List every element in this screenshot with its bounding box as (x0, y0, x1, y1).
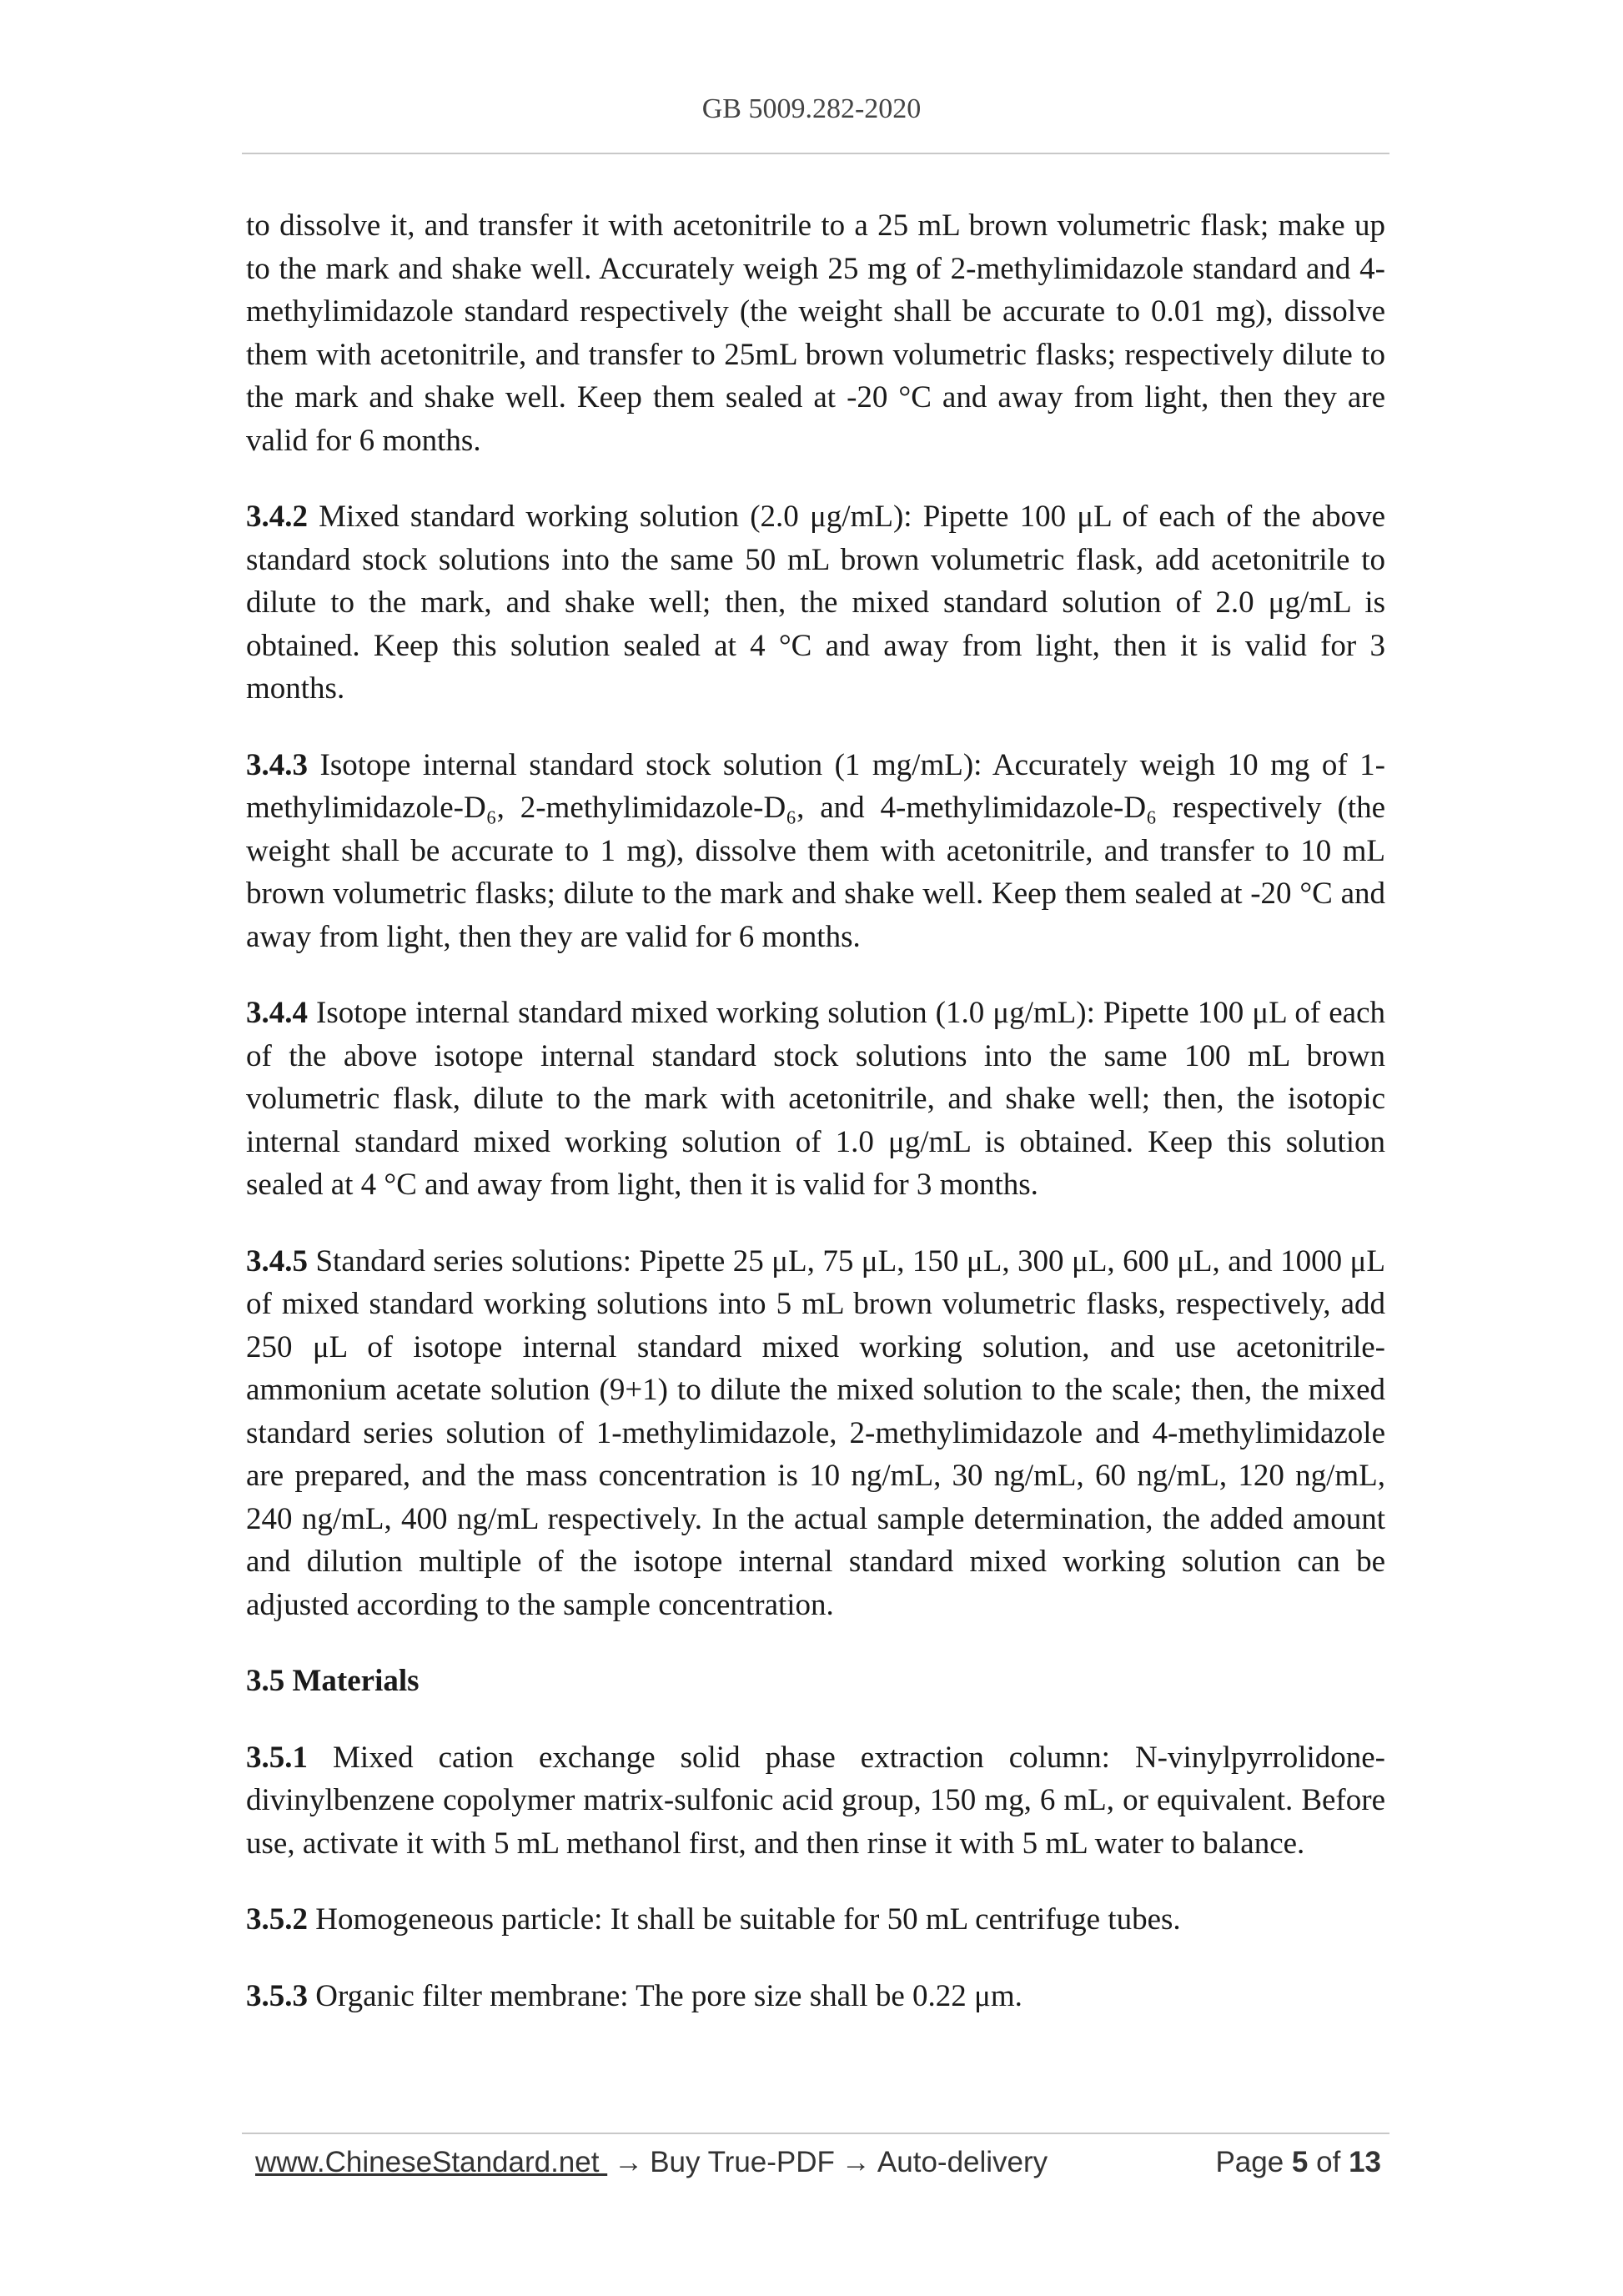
clause-3-4-2 (246, 495, 1385, 711)
paragraph-continued (246, 204, 1385, 462)
clause-number: 3.4.5 (246, 1243, 308, 1279)
clause-text: Standard series solutions: Pipette 25 μL, 75 μL, 150 μL, 300 μL, 600 μL, and 1000 μL of mixed standard working solutions into 5 mL brown volumetric flasks, respectively, add 250 μL of isotope internal standard mixed working solution, and use acetonitrile- ammonium acetate solution (9+1) to dilute the mixed solution to the scale; then, the mixed standard series solution of 1-methylimidazole, 2-methylimidazole and 4-methylimidazole are prepared, and the mass concentration is 10 ng/mL, 30 ng/mL, 60 ng/mL, 120 ng/mL, 240 ng/mL, 400 ng/mL respectively. In the actual sample determination, the added amount and dilution multiple of the isotope internal standard mixed working solution can be adjusted according to the sample concentration. (246, 1243, 1385, 1622)
clause-text: Homogeneous particle: It shall be suitable for 50 mL centrifuge tubes. (308, 1902, 1181, 1937)
website-link[interactable]: www.ChineseStandard.net (255, 2146, 608, 2178)
clause-3-4-4 (246, 992, 1385, 1207)
clause-text: Mixed cation exchange solid phase extraction column: N-vinylpyrrolidone-divinylbenzene copolymer matrix-sulfonic acid group, 150 mg, 6 mL, or equivalent. Before use, activate it with 5 mL methanol first, and then rinse it with 5 mL water to balance. (246, 1740, 1385, 1861)
clause-number: 3.4.3 (246, 747, 308, 782)
clause-3-4-5 (246, 1240, 1385, 1627)
document-header-title: GB 5009.282-2020 (701, 93, 922, 124)
clause-3-5-1 (246, 1736, 1385, 1866)
footer-links (255, 2146, 1048, 2179)
clause-number: 3.5.3 (246, 1978, 308, 2013)
clause-number: 3.4.4 (246, 996, 308, 1030)
arrow-right-icon: → (841, 2146, 871, 2178)
page-label: Page (1215, 2146, 1284, 2178)
section-heading-materials: 3.5 Materials (246, 1664, 420, 1698)
paragraph-text: to dissolve it, and transfer it with acetonitrile to a 25 mL brown volumetric flask; make up to the mark and shake well. Accurately weigh 25 mg of 2-methylimidazole standard and 4-methylimidazole standard respectively (the weight shall be accurate to 0.01 mg), dissolve them with acetonitrile, and transfer to 25mL brown volumetric flasks; respectively dilute to the mark and shake well. Keep them sealed at -20 °C and away from light, then they are valid for 6 months. (246, 208, 1385, 458)
clause-text: Mixed standard working solution (2.0 μg/mL): Pipette 100 μL of each of the above standard stock solutions into the same 50 mL brown volumetric flask, add acetonitrile to dilute to the mark, and shake well; then, the mixed standard solution of 2.0 μg/mL is obtained. Keep this solution sealed at 4 °C and away from light, then it is valid for 3 months. (246, 500, 1385, 706)
clause-number: 3.5.1 (246, 1740, 308, 1775)
clause-3-5-2 (246, 1898, 1385, 1942)
clause-3-4-3 (246, 744, 1385, 959)
header-divider (242, 153, 1389, 154)
clause-text: Organic filter membrane: The pore size shall be 0.22 μm. (308, 1978, 1023, 2013)
page-of: of (1316, 2146, 1341, 2178)
page-number (1215, 2146, 1381, 2179)
arrow-right-icon: → (614, 2146, 644, 2178)
clause-number: 3.4.2 (246, 500, 308, 534)
auto-delivery-text: Auto-delivery (877, 2146, 1048, 2178)
footer-divider (242, 2133, 1389, 2134)
page-total: 13 (1349, 2146, 1381, 2178)
buy-pdf-text: Buy True-PDF (650, 2146, 835, 2178)
clause-text: Isotope internal standard mixed working solution (1.0 μg/mL): Pipette 100 μL of each of the above isotope internal standard stock solutions into the same 100 mL brown volumetric flask, dilute to the mark with acetonitrile, and shake well; then, the isotopic internal standard mixed working solution of 1.0 μg/mL is obtained. Keep this solution sealed at 4 °C and away from light, then it is valid for 3 months. (246, 996, 1385, 1202)
clause-text: Isotope internal standard stock solution (1 mg/mL): Accurately weigh 10 mg of 1-methylimidazole-D₆, 2-methylimidazole-D₆, and 4-methylimidazole-D₆ respectively (the weight shall be accurate to 1 mg), dissolve them with acetonitrile, and transfer to 10 mL brown volumetric flasks; dilute to the mark and shake well. Keep them sealed at -20 °C and away from light, then they are valid for 6 months. (246, 747, 1385, 954)
page-current: 5 (1291, 2146, 1309, 2178)
clause-3-5-3 (246, 1975, 1385, 2018)
page-footer (255, 2146, 1381, 2196)
clause-number: 3.5.2 (246, 1902, 308, 1937)
document-body (246, 204, 1385, 2051)
